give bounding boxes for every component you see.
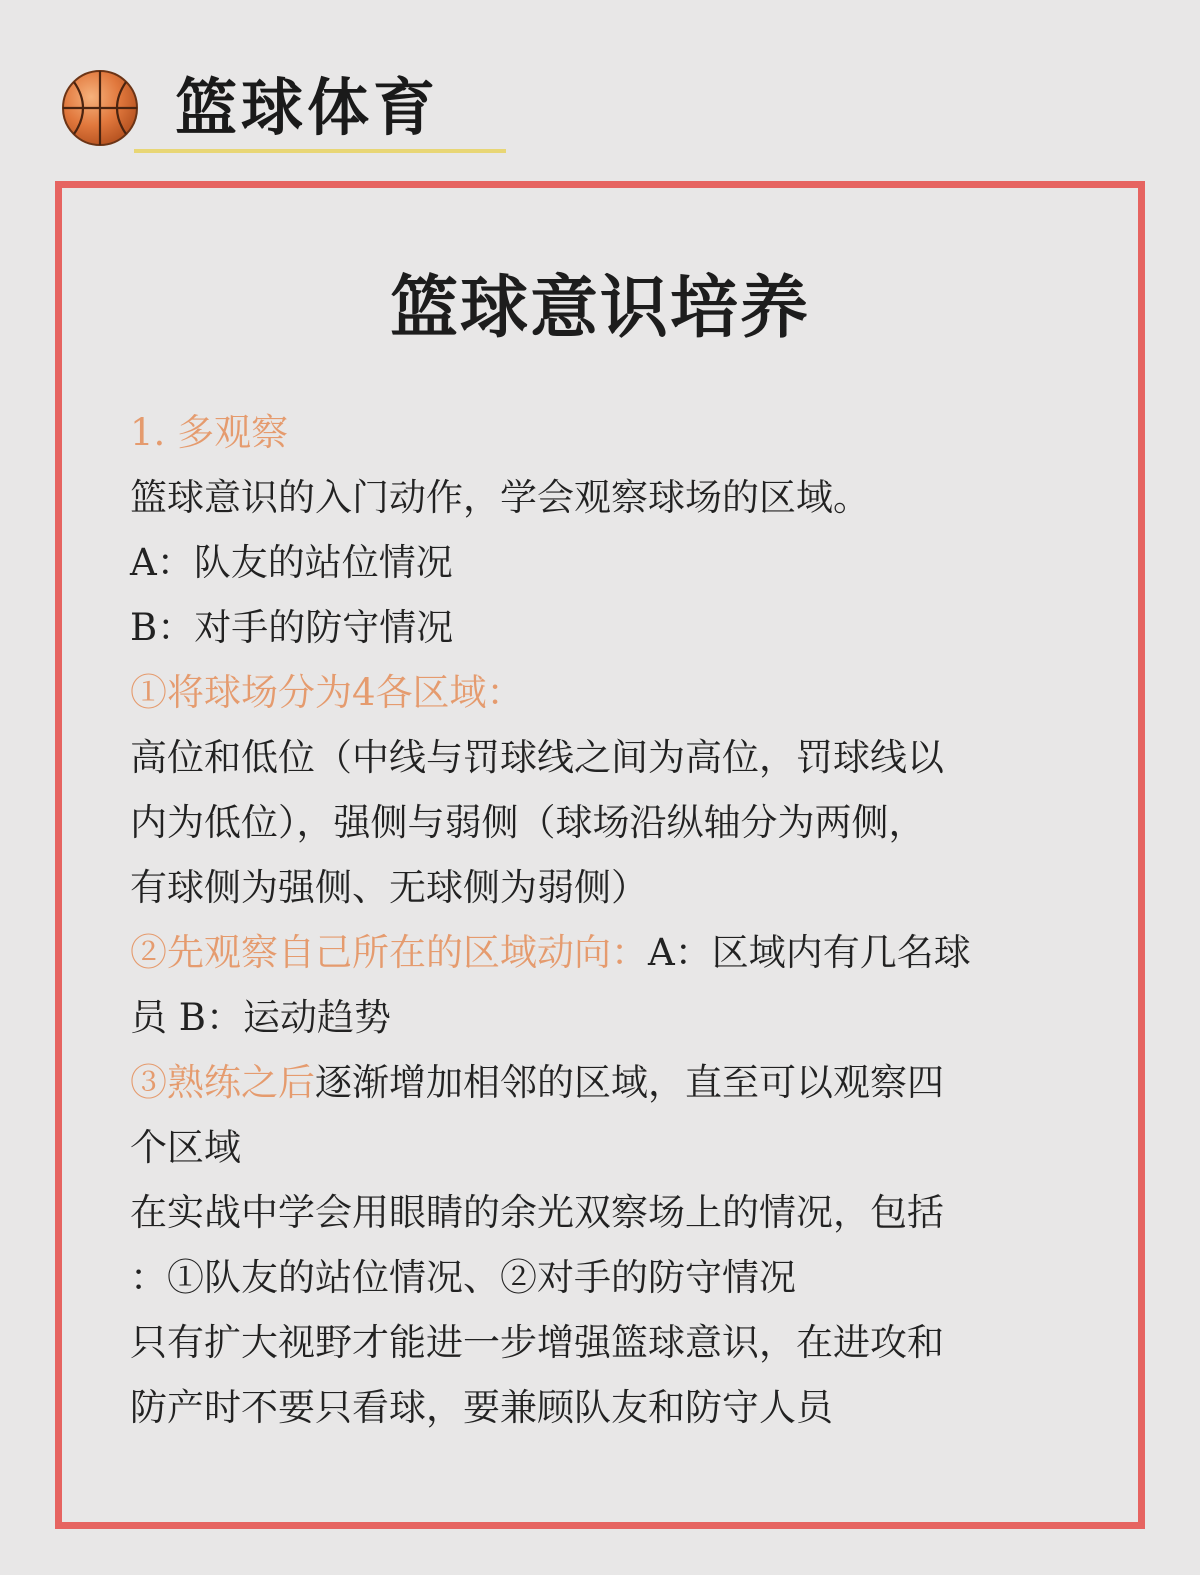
body-line: 篮球意识的入门动作，学会观察球场的区域。 xyxy=(130,476,870,519)
body-line: 内为低位），强侧与弱侧（球场沿纵轴分为两侧， xyxy=(130,801,926,844)
article-body xyxy=(130,400,1105,1440)
brand-underline xyxy=(134,149,506,153)
body-line: 个区域 xyxy=(130,1126,241,1169)
highlight-line: ①将球场分为4各区域： xyxy=(130,671,524,714)
body-line: 有球侧为强侧、无球侧为弱侧） xyxy=(130,866,648,909)
body-line: 只有扩大视野才能进一步增强篮球意识，在进攻和 xyxy=(130,1321,944,1364)
mixed-line xyxy=(130,920,1105,985)
body-line: A：队友的站位情况 xyxy=(130,541,453,584)
article-title: 篮球意识培养 xyxy=(389,268,810,348)
body-line: 在实战中学会用眼睛的余光双察场上的情况，包括 xyxy=(130,1191,944,1234)
body-line: ：①队友的站位情况、②对手的防守情况 xyxy=(130,1256,796,1299)
brand-title: 篮球体育 xyxy=(175,71,440,144)
body-line: 防产时不要只看球，要兼顾队友和防守人员 xyxy=(130,1386,833,1429)
body-text: A：区域内有几名球 xyxy=(648,931,971,974)
body-text: 逐渐增加相邻的区域，直至可以观察四 xyxy=(315,1061,944,1104)
header xyxy=(60,64,520,156)
body-line: B：对手的防守情况 xyxy=(130,606,454,649)
mixed-line xyxy=(130,1050,1105,1115)
body-line: 高位和低位（中线与罚球线之间为高位，罚球线以 xyxy=(130,736,944,779)
section-heading: 1. 多观察 xyxy=(130,411,289,454)
basketball-icon xyxy=(60,68,140,148)
highlight-text: ②先观察自己所在的区域动向： xyxy=(130,931,648,974)
body-line: 员 B：运动趋势 xyxy=(130,996,391,1039)
highlight-text: ③熟练之后 xyxy=(130,1061,315,1104)
content-card xyxy=(55,181,1145,1529)
